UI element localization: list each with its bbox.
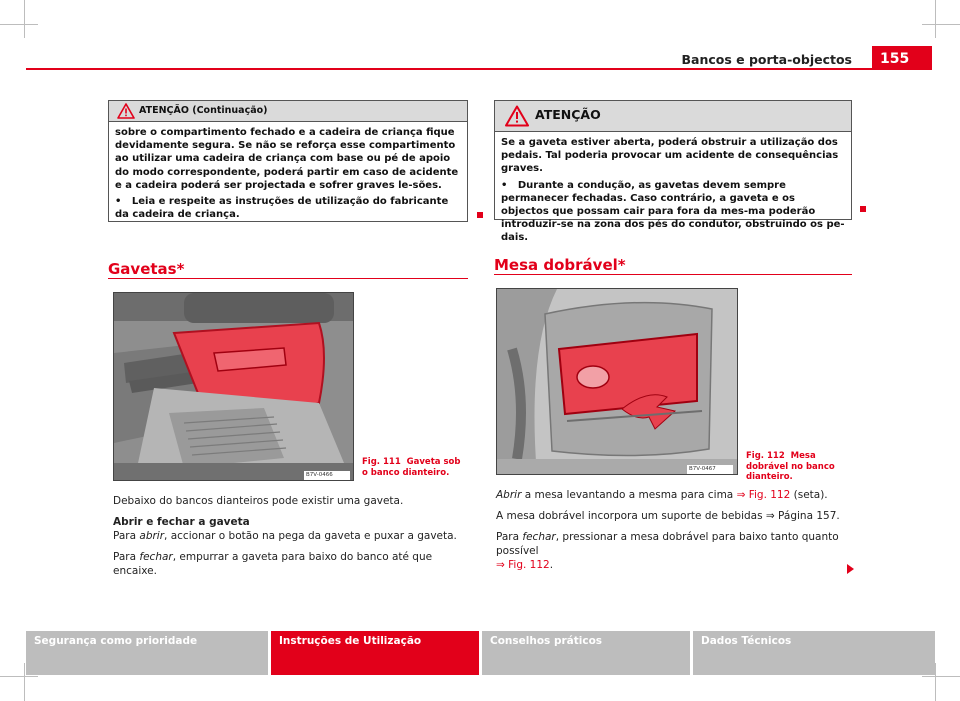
warning-bullet: • Durante a condução, as gavetas devem sempre permanecer fechadas. Caso contrário, a gaveta e os objectos que possam cair para fora da mes-ma poderão introduzir-se na zona dos pés do condutor, obstruindo os pe-dais.: [501, 179, 845, 244]
crop-mark: [24, 0, 25, 38]
section-title-table: Mesa dobrável*: [494, 256, 626, 274]
figure-link[interactable]: ⇒ Fig. 112: [736, 489, 791, 501]
warning-body: [109, 122, 467, 230]
page-link[interactable]: ⇒ Página 157: [765, 510, 837, 522]
paragraph: Para fechar, pressionar a mesa dobrável para baixo tanto quanto possível ⇒ Fig. 112.: [496, 531, 839, 571]
table-text: [496, 488, 854, 572]
footer-tab-tips[interactable]: Conselhos práticos: [482, 631, 690, 675]
bullet-icon: •: [501, 179, 508, 191]
figure-caption: Fig. 112 Mesa dobrável no banco dianteiro.: [746, 451, 835, 482]
warning-bullet: • Leia e respeite as instruções de utilização do fabricante da cadeira de criança.: [115, 196, 449, 221]
warning-box-continued: [108, 100, 468, 222]
figure-code: B7V-0466: [306, 472, 333, 478]
crop-mark: [24, 663, 25, 701]
warning-triangle-icon: [505, 105, 529, 127]
end-square-icon: [860, 206, 866, 212]
crop-mark: [922, 24, 960, 25]
footer-tab-instructions[interactable]: Instruções de Utilização: [271, 631, 479, 675]
section-rule: [494, 274, 852, 275]
paragraph: Para abrir, accionar o botão na pega da gaveta e puxar a gaveta.: [113, 530, 457, 542]
page-header-title: Bancos e porta-objectos: [681, 52, 852, 67]
figure-link[interactable]: ⇒ Fig. 112: [496, 559, 550, 571]
figure-code: B7V-0467: [689, 466, 716, 472]
warning-paragraph: Se a gaveta estiver aberta, poderá obstruir a utilização dos pedais. Tal poderia provocar um acidente de consequências graves.: [501, 137, 839, 175]
footer-tab-technical[interactable]: Dados Técnicos: [693, 631, 935, 675]
crop-mark: [0, 676, 38, 677]
crop-mark: [922, 676, 960, 677]
footer-tab-safety[interactable]: Segurança como prioridade: [26, 631, 268, 675]
header-rule: [26, 68, 872, 70]
warning-box-drawer: [494, 100, 852, 244]
paragraph: Abrir a mesa levantando a mesma para cima ⇒ Fig. 112 (seta).: [496, 489, 828, 501]
figure-drawer-image: [113, 292, 354, 481]
paragraph: Para fechar, empurrar a gaveta para baixo do banco até que encaixe.: [113, 551, 433, 577]
drawer-text: [113, 494, 473, 578]
crop-mark: [935, 663, 936, 701]
end-square-icon: [477, 212, 483, 218]
warning-triangle-icon: [117, 103, 135, 119]
subheading: Abrir e fechar a gaveta: [113, 516, 250, 528]
paragraph: Debaixo do bancos dianteiros pode existir uma gaveta.: [113, 495, 404, 507]
crop-mark: [0, 24, 38, 25]
bullet-icon: •: [115, 196, 122, 208]
paragraph: A mesa dobrável incorpora um suporte de bebidas ⇒ Página 157.: [496, 510, 840, 522]
section-title-drawers: Gavetas*: [108, 260, 185, 278]
figure-table-image: [496, 288, 738, 475]
continue-arrow-icon: [847, 564, 854, 574]
warning-box-header: [495, 101, 851, 132]
warning-box-header: [109, 101, 467, 122]
warning-body: [495, 132, 851, 254]
warning-title: ATENÇÃO: [535, 107, 601, 122]
section-rule: [108, 278, 468, 279]
warning-title: ATENÇÃO (Continuação): [139, 105, 268, 116]
warning-paragraph: sobre o compartimento fechado e a cadeira de criança fique devidamente segura. Se não se reforça esse compartimento ao utilizar uma cadeira de criança com base ou pé de apoio do modo correspondente, poderá partir em caso de acidente e a cadeira poderá ser projectada e sofrer graves le-sões.: [115, 127, 459, 191]
page-number: 155: [872, 46, 932, 70]
figure-caption: Fig. 111 Gaveta sob o banco dianteiro.: [362, 457, 461, 478]
crop-mark: [935, 0, 936, 38]
